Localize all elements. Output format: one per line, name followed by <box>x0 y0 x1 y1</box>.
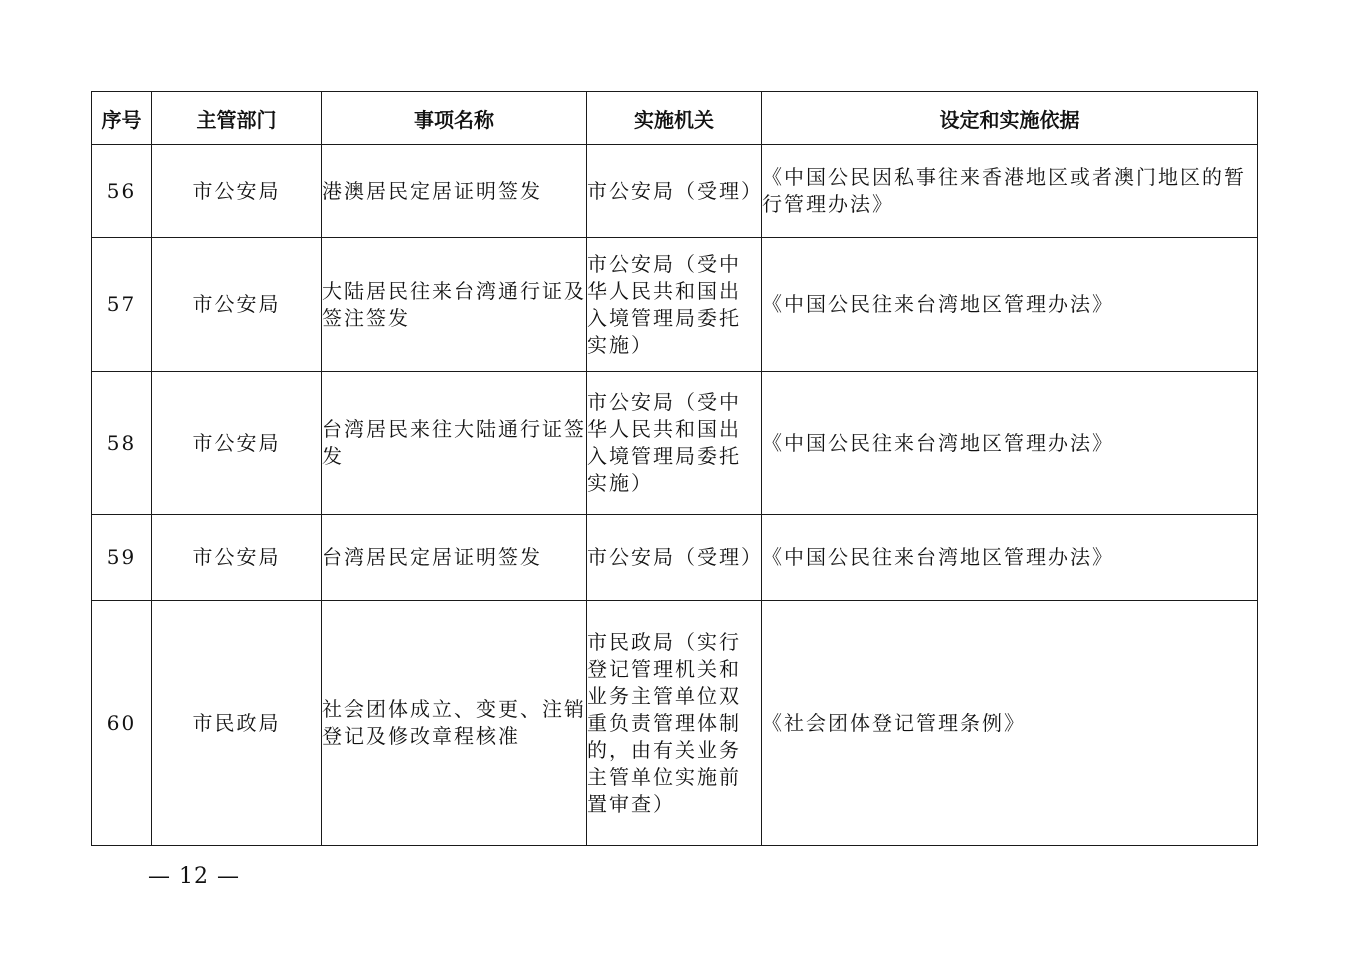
row-agency: 市公安局（受理） <box>587 145 762 238</box>
row-agency: 市民政局（实行登记管理机关和业务主管单位双重负责管理体制的，由有关业务主管单位实施前置审查） <box>587 601 762 846</box>
table-row <box>92 145 1258 238</box>
row-basis: 《中国公民因私事往来香港地区或者澳门地区的暂行管理办法》 <box>762 145 1258 238</box>
header-serial: 序号 <box>92 92 152 145</box>
row-item-name: 港澳居民定居证明签发 <box>322 145 587 238</box>
row-agency: 市公安局（受理） <box>587 515 762 601</box>
row-serial: 58 <box>92 372 152 515</box>
row-serial: 59 <box>92 515 152 601</box>
header-item-name: 事项名称 <box>322 92 587 145</box>
table-row <box>92 238 1258 372</box>
header-basis: 设定和实施依据 <box>762 92 1258 145</box>
row-agency: 市公安局（受中华人民共和国出入境管理局委托实施） <box>587 238 762 372</box>
header-agency: 实施机关 <box>587 92 762 145</box>
row-serial: 56 <box>92 145 152 238</box>
row-item-name: 社会团体成立、变更、注销登记及修改章程核准 <box>322 601 587 846</box>
row-basis: 《中国公民往来台湾地区管理办法》 <box>762 238 1258 372</box>
header-department: 主管部门 <box>152 92 322 145</box>
row-item-name: 台湾居民定居证明签发 <box>322 515 587 601</box>
row-department: 市公安局 <box>152 145 322 238</box>
row-department: 市公安局 <box>152 372 322 515</box>
items-table <box>91 91 1258 846</box>
row-item-name: 台湾居民来往大陆通行证签发 <box>322 372 587 515</box>
table-header-row <box>92 92 1258 145</box>
row-department: 市公安局 <box>152 238 322 372</box>
row-item-name: 大陆居民往来台湾通行证及签注签发 <box>322 238 587 372</box>
table-row <box>92 515 1258 601</box>
page-number: — 12 — <box>148 864 240 889</box>
row-serial: 57 <box>92 238 152 372</box>
row-department: 市民政局 <box>152 601 322 846</box>
table-row <box>92 601 1258 846</box>
row-basis: 《中国公民往来台湾地区管理办法》 <box>762 372 1258 515</box>
row-agency: 市公安局（受中华人民共和国出入境管理局委托实施） <box>587 372 762 515</box>
row-department: 市公安局 <box>152 515 322 601</box>
row-serial: 60 <box>92 601 152 846</box>
row-basis: 《中国公民往来台湾地区管理办法》 <box>762 515 1258 601</box>
row-basis: 《社会团体登记管理条例》 <box>762 601 1258 846</box>
table-row <box>92 372 1258 515</box>
